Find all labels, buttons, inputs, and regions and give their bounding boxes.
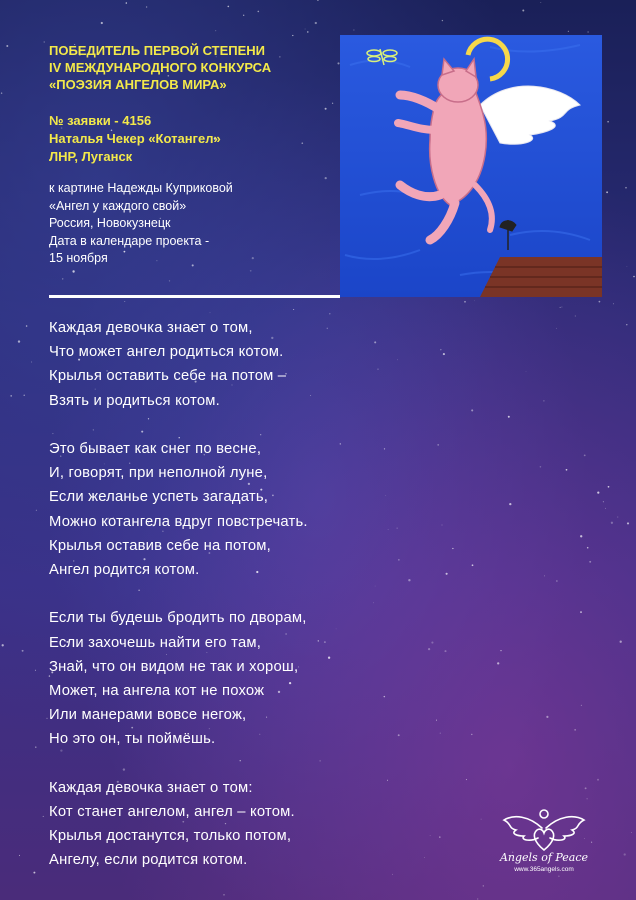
painting-artist: к картине Надежды Куприковой [49, 181, 233, 195]
star [62, 278, 63, 279]
star [33, 872, 35, 874]
award-title-line: IV МЕЖДУНАРОДНОГО КОНКУРСА [49, 60, 272, 75]
star [250, 270, 252, 272]
star [26, 325, 28, 327]
star [522, 10, 524, 12]
star [210, 312, 211, 313]
award-title-line: «ПОЭЗИЯ АНГЕЛОВ МИРА» [49, 77, 227, 92]
poem-line: И, говорят, при неполной луне, [49, 465, 268, 482]
poem-line: Знай, что он видом не так и хорош, [49, 658, 299, 675]
calendar-date: 15 ноября [49, 251, 108, 265]
poem-line: Это бывает как снег по весне, [49, 441, 262, 457]
star [2, 644, 4, 646]
star [46, 718, 47, 719]
star [18, 340, 20, 342]
logo-url: www.365angels.com [514, 866, 574, 873]
angel-cat-painting [340, 35, 602, 297]
poem-line: Если желанье успеть загадать, [49, 489, 269, 506]
poem-line: Каждая девочка знает о том, [49, 320, 253, 336]
star [329, 313, 330, 314]
poem-stanza [49, 437, 609, 582]
star [611, 522, 613, 524]
poem-line: Крылья оставив себе на потом, [49, 537, 271, 554]
star [31, 362, 32, 363]
star [35, 670, 36, 671]
star [474, 300, 475, 301]
star [607, 121, 609, 123]
entry-number: № заявки - 4156 [49, 113, 152, 128]
logo-name: Angels of Peace [499, 851, 589, 864]
header-divider [49, 295, 340, 298]
star [227, 6, 229, 8]
star [315, 22, 317, 24]
star [442, 20, 443, 21]
star [332, 103, 333, 104]
award-title [49, 42, 334, 93]
star [599, 301, 601, 303]
star [606, 191, 608, 193]
painting-info [49, 180, 334, 268]
star [101, 22, 103, 24]
poem-line: Или манерами вовсе негож, [49, 707, 247, 724]
poem-line: Может, на ангела кот не похож [49, 683, 265, 700]
star [317, 0, 319, 1]
star [613, 303, 614, 304]
star [146, 6, 147, 7]
author-and-title: Наталья Чекер «Котангел» [49, 131, 221, 146]
poem-line: Если захочешь найти его там, [49, 634, 262, 651]
star [477, 898, 478, 899]
star [624, 853, 626, 855]
star [36, 510, 37, 511]
star [633, 276, 635, 278]
poem-line: Крылья оставить себе на потом – [49, 368, 287, 385]
star [126, 2, 128, 4]
star [72, 270, 74, 272]
star [293, 309, 294, 310]
star [19, 855, 20, 856]
angel-heart-icon [484, 806, 604, 854]
poem-line: Но это он, ты поймёшь. [49, 731, 216, 748]
star [292, 35, 293, 36]
star [587, 31, 588, 32]
poem-line: Ангел родится котом. [49, 562, 200, 579]
angels-of-peace-logo [484, 806, 604, 882]
star [305, 28, 306, 29]
star [215, 30, 216, 31]
star [626, 324, 627, 325]
star [44, 41, 45, 42]
star [124, 301, 125, 302]
star [325, 177, 327, 179]
star [307, 31, 308, 32]
star [620, 641, 622, 643]
star [627, 522, 629, 524]
star [568, 31, 569, 32]
star [540, 2, 541, 3]
calendar-date-label: Дата в календаре проекта - [49, 233, 210, 248]
star [625, 187, 627, 189]
star [617, 517, 618, 518]
star [169, 280, 170, 281]
author-location: ЛНР, Луганск [49, 149, 133, 164]
star [22, 650, 24, 652]
poem-line: Что может ангел родиться котом. [49, 344, 284, 361]
star [464, 301, 466, 303]
star [631, 832, 632, 833]
poem-line: Взять и родиться котом. [49, 392, 220, 409]
star [35, 746, 36, 747]
award-title-line: ПОБЕДИТЕЛЬ ПЕРВОЙ СТЕПЕНИ [49, 43, 266, 58]
painting-title: «Ангел у каждого свой» [49, 198, 187, 213]
entry-details [49, 112, 334, 166]
star [353, 29, 354, 30]
poem-line: Кот станет ангелом, ангел – котом. [49, 804, 295, 821]
poem-line: Каждая девочка знает о том: [49, 779, 253, 796]
poem-line: Можно котангела вдруг повстречать. [49, 513, 308, 530]
star [257, 11, 259, 13]
star [1, 92, 2, 93]
poem-stanza [49, 316, 609, 413]
poem-stanza [49, 606, 609, 751]
star [6, 45, 8, 47]
star [43, 816, 44, 817]
star [560, 307, 561, 308]
star [627, 266, 628, 267]
star [325, 108, 327, 110]
star [10, 395, 12, 397]
poem-line: Если ты будешь бродить по дворам, [49, 610, 307, 627]
poem-line: Ангелу, если родится котом. [49, 852, 248, 869]
star [561, 306, 562, 307]
painting-location: Россия, Новокузнецк [49, 216, 171, 230]
poem-line: Крылья достанутся, только потом, [49, 828, 292, 845]
star [243, 15, 244, 16]
star [24, 395, 25, 396]
